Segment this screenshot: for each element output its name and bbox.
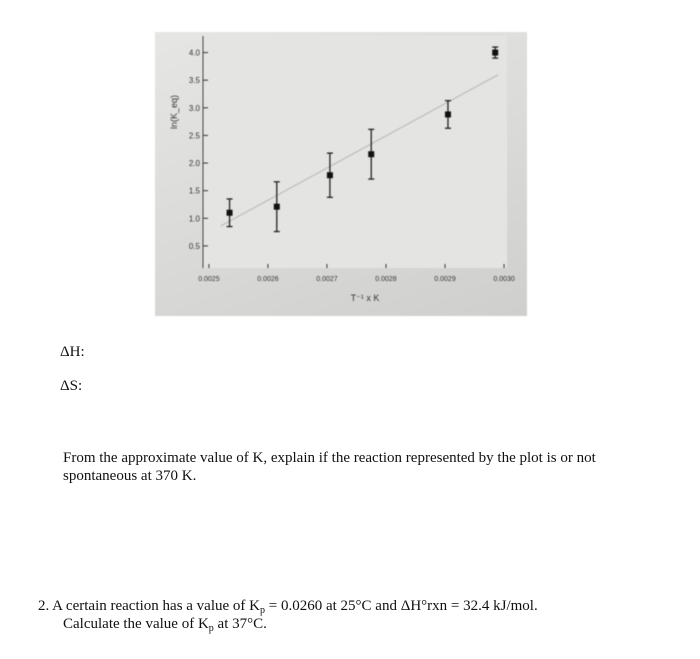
q2-line2-suffix: at 37°C.	[213, 616, 267, 632]
y-tick-label: 0.5	[188, 241, 200, 251]
data-point	[227, 210, 233, 216]
scatter-chart	[155, 32, 527, 316]
y-tick-label: 3.0	[188, 103, 200, 113]
plot-photo	[155, 32, 527, 316]
data-point	[368, 151, 374, 157]
data-point	[445, 111, 451, 117]
data-point	[327, 172, 333, 178]
q2-line2-prefix: Calculate the value of K	[63, 616, 209, 632]
data-point	[492, 50, 498, 56]
x-tick-label: 0.0026	[257, 276, 279, 283]
spontaneity-question: From the approximate value of K, explain if the reaction represented by the plot is or not spontaneous at 370 K.	[63, 450, 596, 484]
y-tick-label: 4.0	[188, 48, 200, 58]
x-tick-label: 0.0028	[375, 276, 397, 283]
y-tick-label: 1.5	[188, 186, 200, 196]
q2-sub-p: p	[260, 605, 265, 616]
x-tick-label: 0.0027	[316, 276, 338, 283]
x-tick-label: 0.0030	[493, 276, 515, 283]
y-tick-label: 2.0	[188, 159, 200, 169]
data-point	[274, 204, 280, 210]
x-tick-label: 0.0025	[198, 276, 220, 283]
y-tick-label: 1.0	[188, 214, 200, 224]
delta-s-label: ΔS:	[60, 378, 83, 394]
x-axis-label: T⁻¹ x K	[350, 293, 380, 303]
y-tick-label: 3.5	[188, 76, 200, 86]
q2-sub-p2: p	[208, 623, 214, 634]
x-tick-label: 0.0029	[434, 276, 456, 283]
delta-h-label: ΔH:	[60, 344, 85, 360]
question-2	[38, 597, 658, 633]
y-axis-label: ln(K_eq)	[169, 94, 179, 130]
y-tick-label: 2.5	[188, 131, 200, 141]
q2-prefix: 2. A certain reaction has a value of K	[38, 598, 260, 614]
plot-area	[203, 36, 507, 268]
q2-mid: = 0.0260 at 25°C and ΔH°rxn = 32.4 kJ/mol.	[265, 598, 538, 614]
